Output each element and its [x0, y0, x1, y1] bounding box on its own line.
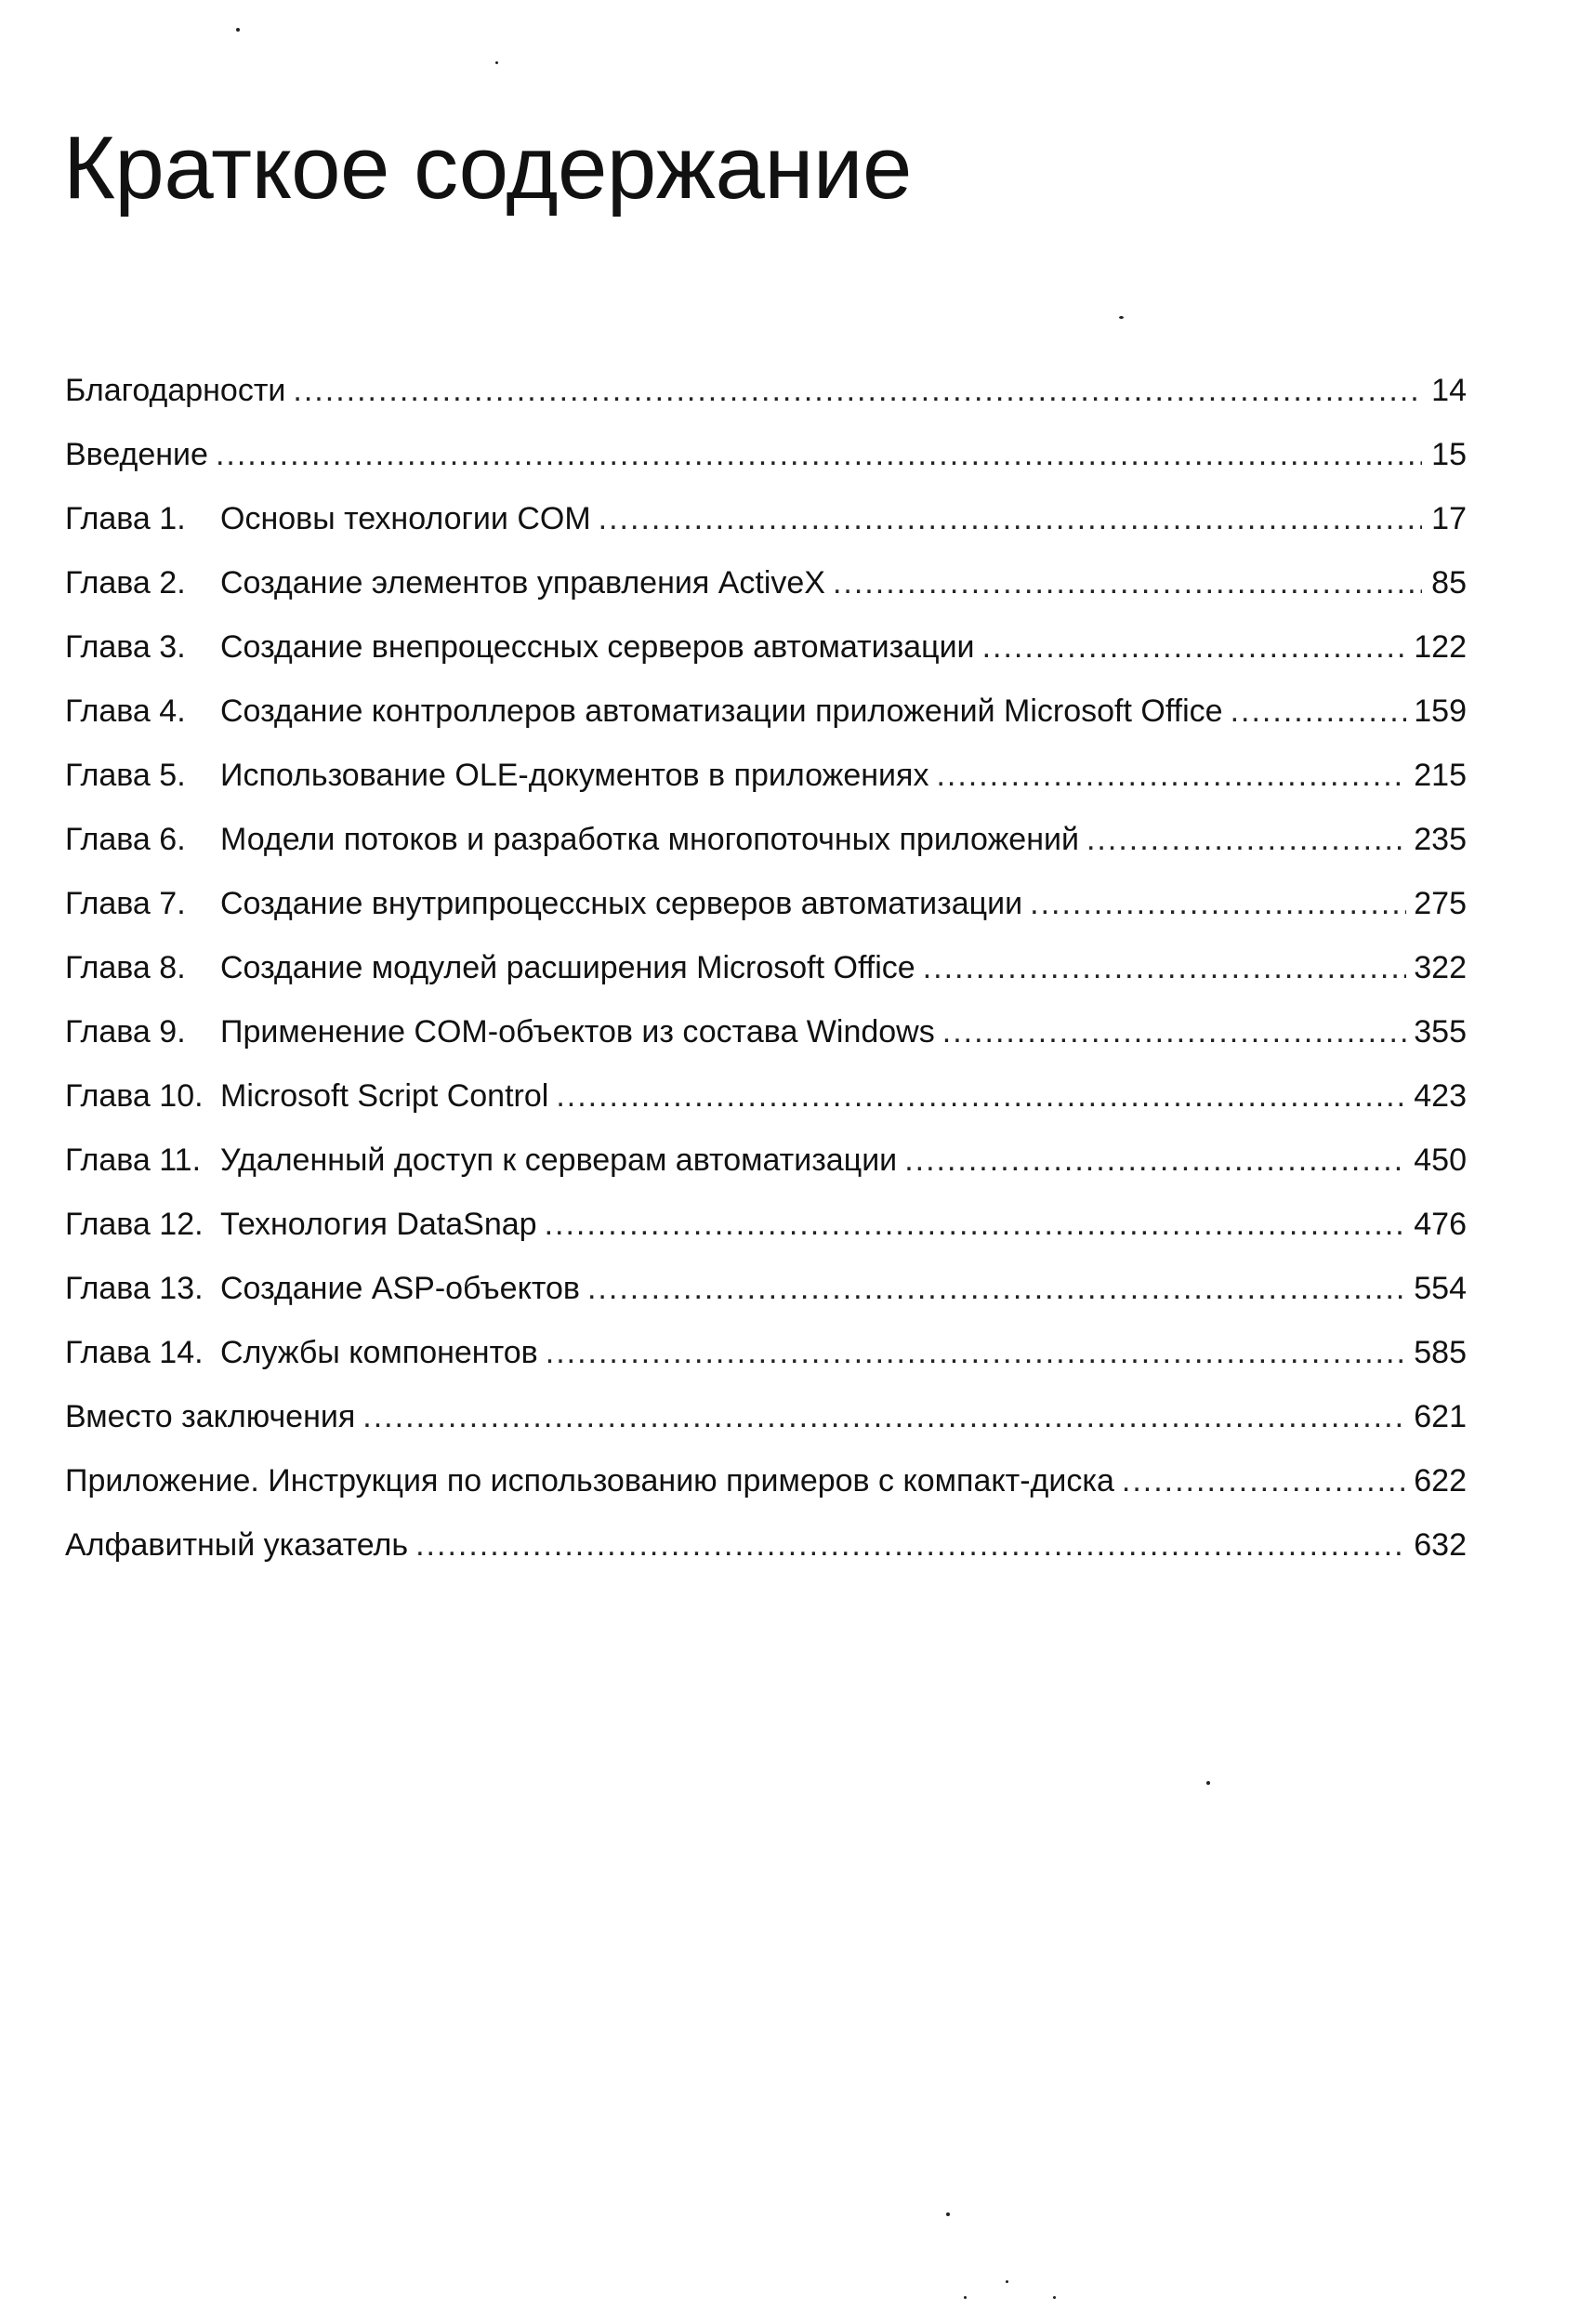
toc-leader-dots — [362, 1398, 1406, 1435]
toc-entry-chapter-13[interactable] — [65, 1270, 1467, 1334]
toc-entry-label: Microsoft Script Control — [220, 1078, 549, 1114]
toc-entry-label: Удаленный доступ к серверам автоматизации — [220, 1142, 898, 1178]
toc-leader-dots — [587, 1270, 1406, 1307]
toc-chapter-number: Глава 1. — [65, 501, 186, 536]
toc-entry-label: Службы компонентов — [220, 1335, 538, 1370]
toc-entry-label: Создание элементов управления ActiveX — [220, 565, 825, 601]
toc-page-number: 621 — [1414, 1399, 1467, 1434]
toc-page-number: 14 — [1431, 373, 1467, 408]
toc-chapter-number: Глава 4. — [65, 693, 186, 729]
toc-entry-chapter-6[interactable] — [65, 821, 1467, 885]
scan-speck — [1053, 2296, 1056, 2299]
toc-entry-appendix[interactable] — [65, 1462, 1467, 1526]
toc-entry-label: Благодарности — [65, 373, 286, 408]
toc-entry-introduction[interactable] — [65, 436, 1467, 500]
toc-page-number: 476 — [1414, 1207, 1467, 1242]
scan-speck — [1119, 316, 1124, 319]
toc-chapter-number: Глава 10. — [65, 1078, 204, 1114]
toc-entry-conclusion[interactable] — [65, 1398, 1467, 1462]
toc-entry-chapter-9[interactable] — [65, 1013, 1467, 1077]
toc-entry-label: Технология DataSnap — [220, 1207, 537, 1242]
toc-page-number: 122 — [1414, 629, 1467, 665]
page-title: Краткое содержание — [63, 118, 912, 218]
scan-speck — [236, 28, 240, 32]
toc-page-number: 554 — [1414, 1271, 1467, 1306]
toc-leader-dots — [1122, 1462, 1406, 1499]
toc-chapter-number: Глава 8. — [65, 950, 186, 985]
toc-entry-label: Вместо заключения — [65, 1399, 356, 1434]
table-of-contents — [65, 372, 1467, 1591]
toc-chapter-number: Глава 7. — [65, 886, 186, 921]
toc-leader-dots — [546, 1334, 1407, 1371]
toc-chapter-number: Глава 5. — [65, 758, 186, 793]
toc-leader-dots — [599, 500, 1422, 537]
toc-entry-label: Основы технологии COM — [220, 501, 591, 536]
scan-speck — [1006, 2280, 1008, 2283]
toc-page-number: 423 — [1414, 1078, 1467, 1114]
toc-entry-chapter-14[interactable] — [65, 1334, 1467, 1398]
toc-page-number: 450 — [1414, 1142, 1467, 1178]
toc-entry-label: Создание модулей расширения Microsoft Office — [220, 950, 915, 985]
toc-entry-acknowledgements[interactable] — [65, 372, 1467, 436]
toc-page-number: 215 — [1414, 758, 1467, 793]
toc-leader-dots — [293, 372, 1422, 409]
toc-entry-label: Алфавитный указатель — [65, 1527, 409, 1563]
toc-leader-dots — [1086, 821, 1406, 858]
toc-page-number: 85 — [1431, 565, 1467, 601]
toc-page-number: 622 — [1414, 1463, 1467, 1499]
toc-page-number: 322 — [1414, 950, 1467, 985]
toc-leader-dots — [556, 1077, 1406, 1115]
toc-entry-label: Введение — [65, 437, 208, 472]
toc-page-number: 17 — [1431, 501, 1467, 536]
toc-chapter-number: Глава 13. — [65, 1271, 204, 1306]
toc-entry-chapter-8[interactable] — [65, 949, 1467, 1013]
toc-leader-dots — [982, 628, 1407, 666]
toc-entry-index[interactable] — [65, 1526, 1467, 1591]
toc-entry-chapter-12[interactable] — [65, 1206, 1467, 1270]
scan-speck — [1206, 1781, 1210, 1785]
toc-entry-label: Создание контроллеров автоматизации приложений Microsoft Office — [220, 693, 1223, 729]
toc-entry-chapter-10[interactable] — [65, 1077, 1467, 1142]
toc-leader-dots — [1231, 693, 1407, 730]
toc-leader-dots — [216, 436, 1422, 473]
toc-page-number: 275 — [1414, 886, 1467, 921]
scan-speck — [964, 2296, 967, 2299]
toc-leader-dots — [936, 757, 1406, 794]
toc-entry-label: Создание внепроцессных серверов автоматизации — [220, 629, 975, 665]
toc-entry-label: Использование OLE-документов в приложениях — [220, 758, 929, 793]
toc-entry-label: Применение COM-объектов из состава Windows — [220, 1014, 935, 1050]
toc-entry-chapter-4[interactable] — [65, 693, 1467, 757]
scan-speck — [495, 61, 498, 64]
toc-chapter-number: Глава 14. — [65, 1335, 204, 1370]
toc-page-number: 585 — [1414, 1335, 1467, 1370]
toc-leader-dots — [942, 1013, 1407, 1050]
toc-page-number: 632 — [1414, 1527, 1467, 1563]
toc-chapter-number: Глава 9. — [65, 1014, 186, 1050]
scan-speck — [946, 2212, 950, 2216]
toc-chapter-number: Глава 2. — [65, 565, 186, 601]
toc-leader-dots — [415, 1526, 1406, 1564]
toc-entry-chapter-11[interactable] — [65, 1142, 1467, 1206]
toc-chapter-number: Глава 11. — [65, 1142, 202, 1178]
toc-entry-chapter-2[interactable] — [65, 564, 1467, 628]
toc-entry-chapter-7[interactable] — [65, 885, 1467, 949]
toc-chapter-number: Глава 3. — [65, 629, 186, 665]
toc-leader-dots — [833, 564, 1422, 601]
toc-page-number: 159 — [1414, 693, 1467, 729]
toc-entry-label: Модели потоков и разработка многопоточных приложений — [220, 822, 1079, 857]
toc-page-number: 355 — [1414, 1014, 1467, 1050]
toc-page-number: 15 — [1431, 437, 1467, 472]
toc-entry-label: Создание ASP-объектов — [220, 1271, 580, 1306]
toc-entry-chapter-3[interactable] — [65, 628, 1467, 693]
toc-entry-label: Приложение. Инструкция по использованию примеров с компакт-диска — [65, 1463, 1114, 1499]
toc-entry-chapter-1[interactable] — [65, 500, 1467, 564]
toc-leader-dots — [904, 1142, 1406, 1179]
toc-leader-dots — [545, 1206, 1407, 1243]
toc-chapter-number: Глава 6. — [65, 822, 186, 857]
toc-page-number: 235 — [1414, 822, 1467, 857]
toc-leader-dots — [923, 949, 1407, 986]
toc-leader-dots — [1030, 885, 1406, 922]
toc-entry-label: Создание внутрипроцессных серверов автоматизации — [220, 886, 1023, 921]
toc-entry-chapter-5[interactable] — [65, 757, 1467, 821]
toc-chapter-number: Глава 12. — [65, 1207, 204, 1242]
